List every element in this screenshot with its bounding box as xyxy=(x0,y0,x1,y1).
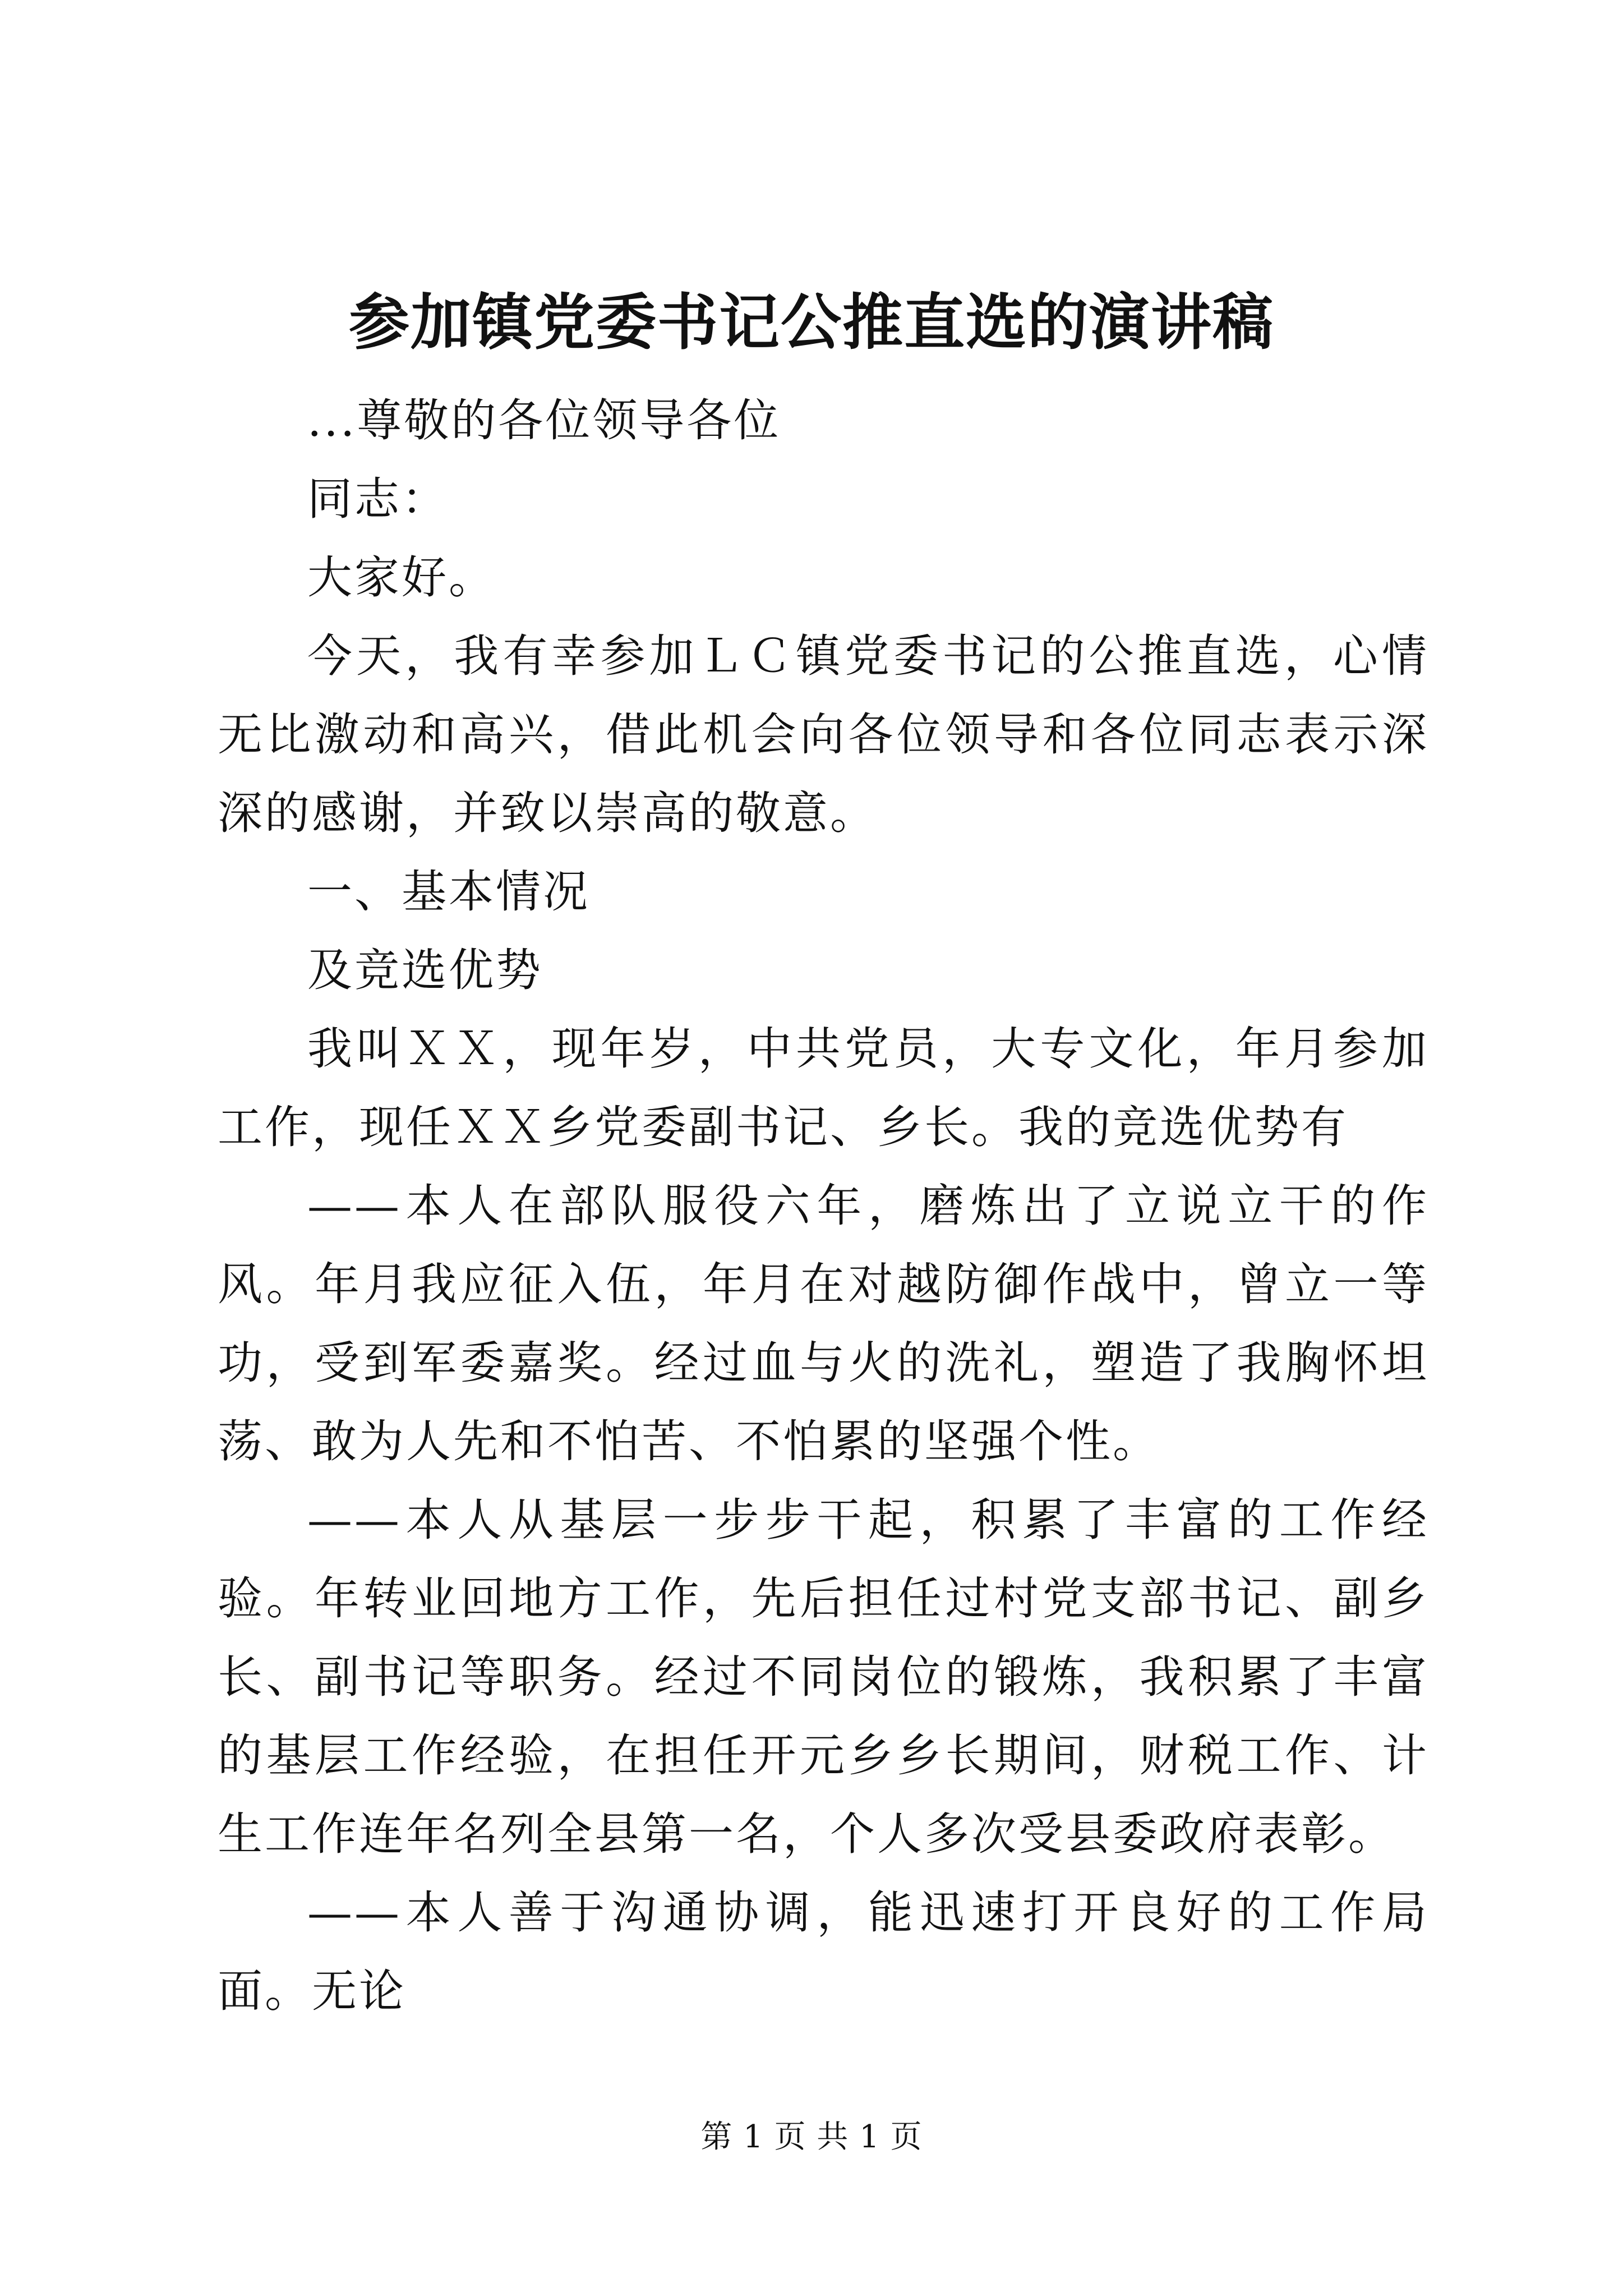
work-experience-paragraph: ——本人从基层一步步干起，积累了丰富的工作经验。年转业回地方工作，先后担任过村党支部书记、副乡长、副书记等职务。经过不同岗位的锻炼，我积累了丰富的基层工作经验，在担任开元乡乡长期间，财税工作、计生工作连年名列全县第一名，个人多次受县委政府表彰。 xyxy=(218,1494,1429,1860)
military-service-paragraph: ——本人在部队服役六年，磨炼出了立说立干的作风。年月我应征入伍，年月在对越防御作战中，曾立一等功，受到军委嘉奖。经过血与火的洗礼，塑造了我胸怀坦荡、敢为人先和不怕苦、不怕累的坚强个性。 xyxy=(218,1180,1429,1467)
greeting-paragraph: 大家好。 xyxy=(307,551,496,604)
page-footer: 第 1 页 共 1 页 xyxy=(700,2119,923,2155)
communication-paragraph: ——本人善于沟通协调，能迅速打开良好的工作局面。无论 xyxy=(218,1887,1429,2017)
document-title: 参加镇党委书记公推直选的演讲稿 xyxy=(348,287,1274,358)
document-body xyxy=(218,381,1429,2031)
salutation-line-1: ...尊敬的各位领导各位 xyxy=(307,394,781,447)
salutation-line-2: 同志： xyxy=(307,473,449,525)
intro-paragraph: 今天，我有幸参加ＬＣ镇党委书记的公推直选，心情无比激动和高兴，借此机会向各位领导和各位同志表示深深的感谢，并致以崇高的敬意。 xyxy=(218,630,1429,839)
section-heading-1: 一、基本情况 xyxy=(307,866,590,918)
section-heading-1-continued: 及竞选优势 xyxy=(307,944,543,996)
self-introduction-paragraph: 我叫ＸＸ，现年岁，中共党员，大专文化，年月参加工作，现任ＸＸ乡党委副书记、乡长。我的竞选优势有 xyxy=(218,1023,1429,1153)
